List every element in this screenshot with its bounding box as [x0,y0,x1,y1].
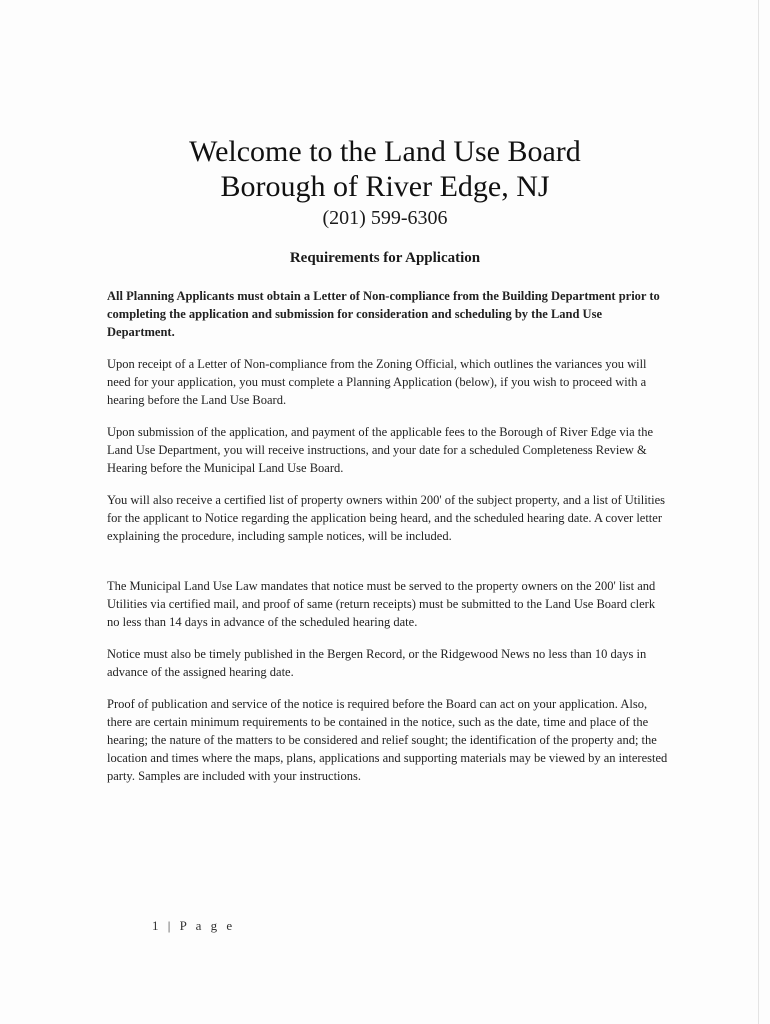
paragraph-publication: Notice must also be timely published in the Bergen Record, or the Ridgewood News no less than 10 days in advance of the assigned hearing date. [107,647,647,679]
section-heading: Requirements for Application [289,250,481,266]
phone-number: (201) 599-6306 [322,207,448,229]
paragraph-proof: Proof of publication and service of the notice is required before the Board can act on your application. Also, there are certain minimum requirements to be contained in the notice, such as the date, time and place of the hearing; the nature of the matters to be considered and relief sought; the identification of the property and; the location and times where the maps, plans, applications and supporting materials may be viewed by an interested party. Samples are included with your instructions. [107,697,668,783]
paragraph-submission: Upon submission of the application, and payment of the applicable fees to the Borough of River Edge via the Land Use Department, you will receive instructions, and your date for a scheduled Completeness Review & Hearing before the Municipal Land Use Board. [107,425,654,475]
paragraph-notice-law: The Municipal Land Use Law mandates that notice must be served to the property owners on the 200' list and Utilities via certified mail, and proof of same (return receipts) must be submitted to the Land Use Board clerk no less than 14 days in advance of the scheduled hearing date. [107,579,656,629]
paragraph-certified-list: You will also receive a certified list of property owners within 200' of the subject property, and a list of Utilities for the applicant to Notice regarding the application being heard, and the scheduled hearing date. A cover letter explaining the procedure, including sample notices, will be included. [107,493,666,543]
page-title-line-1: Welcome to the Land Use Board [189,135,581,168]
paragraph-requirement-notice: All Planning Applicants must obtain a Letter of Non-compliance from the Building Department prior to completing the application and submission for consideration and scheduling by the Land Use Department. [107,289,660,339]
page-title-line-2: Borough of River Edge, NJ [220,170,550,203]
page-number: 1 | P a g e [152,918,236,933]
paragraph-letter-receipt: Upon receipt of a Letter of Non-compliance from the Zoning Official, which outlines the variances you will need for your application, you must complete a Planning Application (below), if you wish to proceed with a hearing before the Land Use Board. [107,357,647,407]
